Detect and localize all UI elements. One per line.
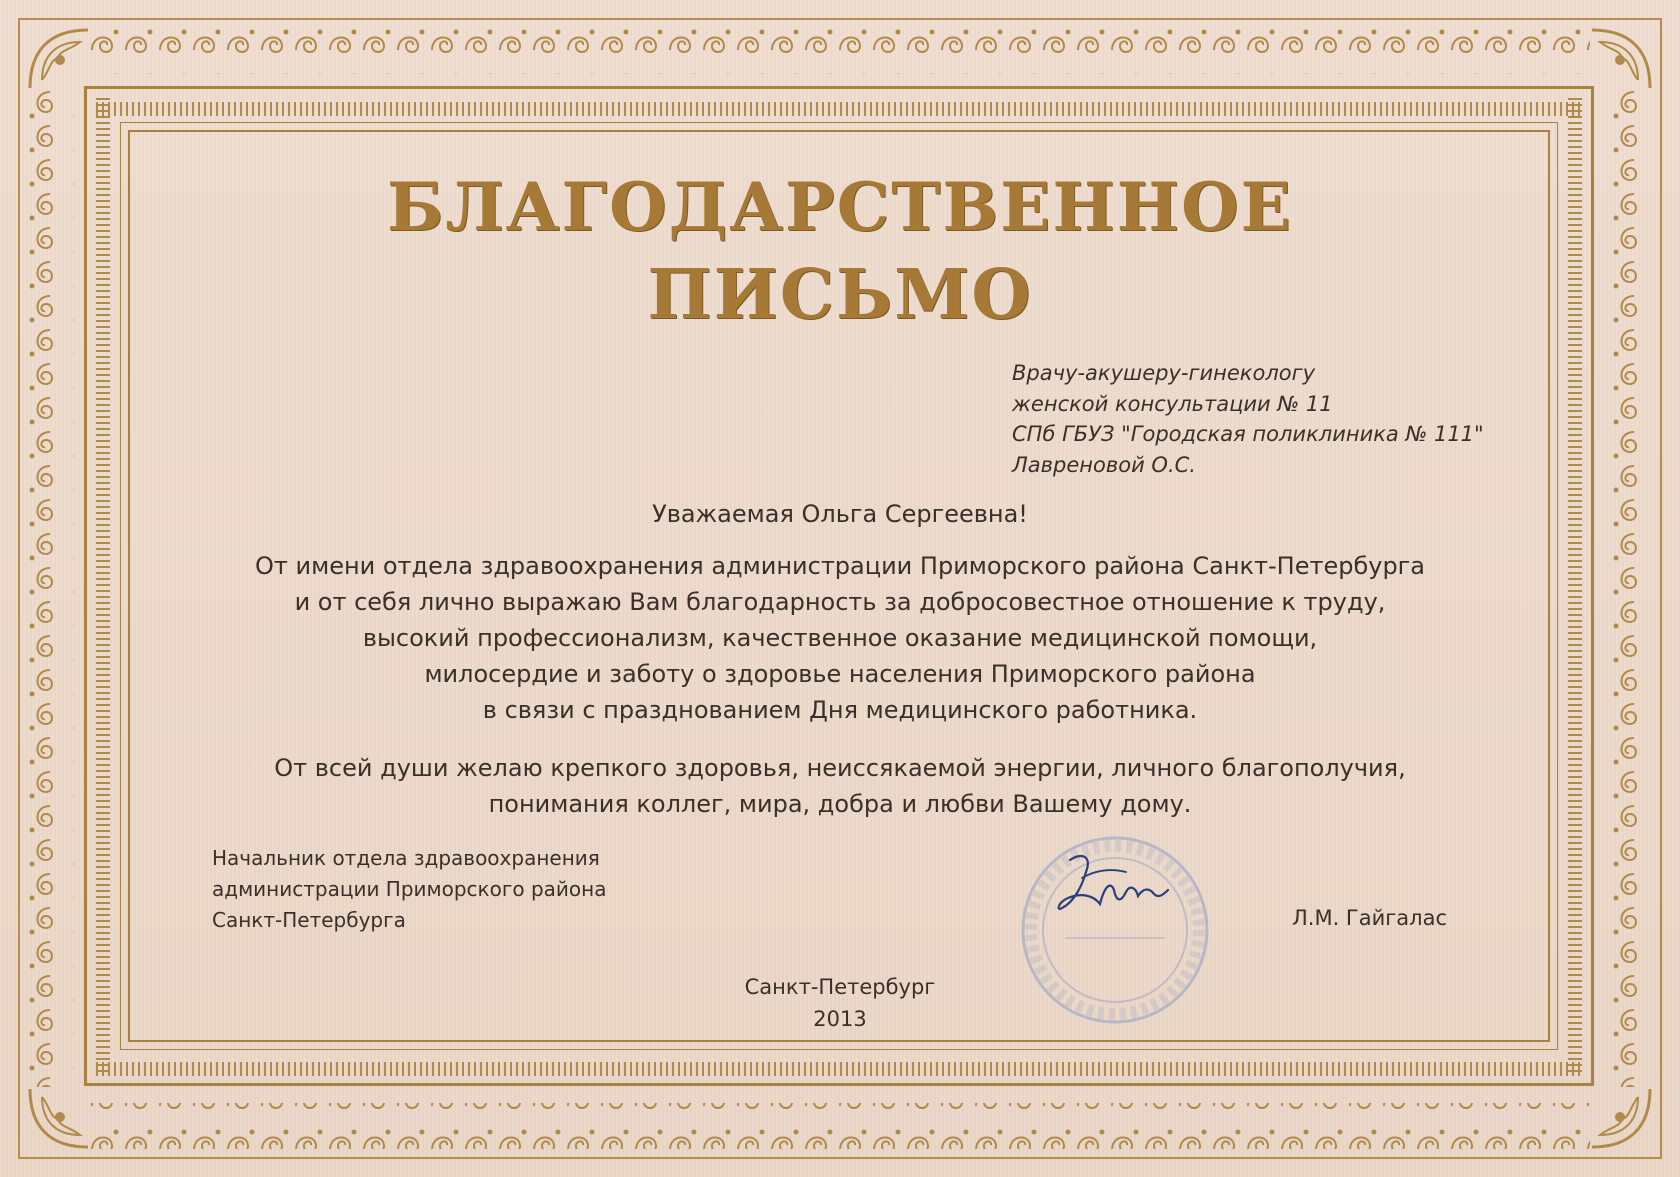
paragraph-line: и от себя лично выражаю Вам благодарность за добросовестное отношение к труду, [294,588,1386,616]
addressee-block [1012,358,1484,480]
frame-ticks-top [96,102,1582,116]
handwritten-signature [1052,846,1172,926]
corner-ornament-bottom-left [20,1079,98,1157]
place: Санкт-Петербург [744,975,936,999]
addressee-line: СПб ГБУЗ "Городская поликлиника № 111" [1012,422,1484,446]
title-line-1: БЛАГОДАРСТВЕННОЕ [387,168,1293,246]
paragraph-line: понимания коллег, мира, добра и любви Вашему дому. [488,790,1192,818]
title-line-2: ПИСЬМО [647,255,1033,335]
paragraph-gratitude [0,548,1680,728]
paragraph-line: в связи с празднованием Дня медицинского работника. [482,696,1198,724]
addressee-line: Лавреновой О.С. [1012,452,1196,477]
signer-position [212,843,607,936]
addressee-line: женской консультации № 11 [1012,391,1333,416]
signer-name: Л.М. Гайгалас [1292,906,1447,930]
paragraph-line: От всей души желаю крепкого здоровья, неиссякаемой энергии, личного благополучия, [274,754,1406,782]
addressee-line: Врачу-акушеру-гинекологу [1012,361,1316,385]
signer-position-line: администрации Приморского района [212,877,607,901]
signer-position-line: Начальник отдела здравоохранения [212,846,600,870]
signer-position-line: Санкт-Петербурга [212,908,406,932]
paragraph-line: высокий профессионализм, качественное оказание медицинской помощи, [362,624,1318,652]
place-and-year [0,971,1680,1035]
paragraph-wishes [0,750,1680,822]
paragraph-line: милосердие и заботу о здоровье населения Приморского района [424,660,1256,688]
frame-ticks-bottom [96,1062,1582,1076]
corner-ornament-bottom-right [1582,1079,1660,1157]
year: 2013 [813,1007,867,1031]
salutation: Уважаемая Ольга Сергеевна! [652,500,1028,528]
paragraph-line: От имени отдела здравоохранения администрации Приморского района Санкт-Петербурга [254,552,1425,580]
